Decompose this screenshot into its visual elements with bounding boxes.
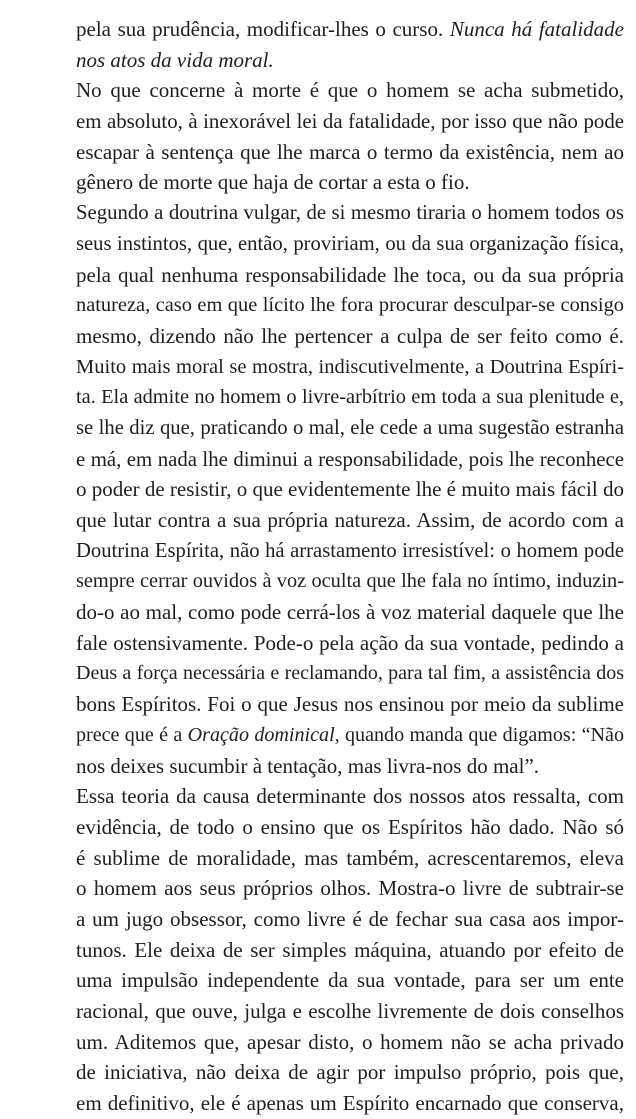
text-segment: um. Aditemos que, apesar disto, o homem não se acha privado [76, 1029, 624, 1054]
text-segment: , quando manda que digamos: “Não [334, 723, 624, 746]
text-line [76, 290, 624, 321]
text-segment: natureza, caso em que lícito lhe fora procurar desculpar-se consigo [76, 294, 624, 317]
text-segment: o homem aos seus próprios olhos. Mostra-o livre de subtrair-se [76, 876, 624, 901]
text-line [76, 198, 624, 229]
text-segment: em absoluto, à inexorável lei da fatalidade, por isso que não pode [76, 109, 624, 134]
text-segment: mesmo, dizendo não lhe pertencer a culpa de ser feito como é. [76, 323, 624, 348]
text-segment: No que concerne à morte é que o homem se acha submetido, [76, 78, 624, 103]
text-segment: que lutar contra a sua própria natureza. Assim, de acordo com a [76, 508, 624, 532]
text-line [76, 413, 624, 444]
text-line [76, 75, 624, 106]
italic-text-segment: nos atos da vida moral. [76, 47, 274, 72]
text-line [76, 566, 624, 597]
text-segment: pela sua prudência, modificar-lhes o curso. [76, 17, 450, 41]
text-line [76, 628, 624, 659]
text-segment: racional, que ouve, julga e escolhe livremente de dois conselhos [76, 999, 624, 1023]
text-segment: e má, em nada lhe diminui a responsabilidade, pois lhe reconhece [76, 446, 624, 471]
text-line [76, 382, 624, 413]
text-segment: tunos. Ele deixa de ser simples máquina, atuando por efeito de [76, 937, 624, 962]
document-page [76, 14, 624, 1119]
text-line [76, 658, 624, 689]
italic-text-segment: Oração dominical [187, 723, 335, 746]
text-line [76, 1027, 624, 1058]
text-line [76, 474, 624, 505]
text-line [76, 781, 624, 812]
text-line [76, 597, 624, 628]
text-line [76, 45, 624, 76]
text-segment: sempre cerrar ouvidos à voz oculta que lhe fala no íntimo, induzin- [76, 570, 624, 593]
text-segment: se lhe diz que, praticando o mal, ele cede a uma sugestão estranha [76, 416, 624, 439]
text-segment: o poder de resistir, o que evidentemente lhe é muito mais fácil do [76, 477, 624, 502]
text-line [76, 904, 624, 935]
text-segment: do-o ao mal, como pode cerrá-los à voz material daquele que lhe [76, 600, 624, 625]
text-segment: Deus a força necessária e reclamando, para tal fim, a assistência dos [76, 662, 624, 685]
text-segment: em definitivo, ele é apenas um Espírito encarnado que conserva, [76, 1091, 624, 1116]
text-segment: Muito mais moral se mostra, indiscutivelmente, a Doutrina Espíri- [76, 355, 624, 378]
text-line [76, 720, 624, 751]
italic-text-segment: Nunca há fatalidade [449, 17, 624, 41]
text-line [76, 106, 624, 137]
text-segment: de iniciativa, não deixa de agir por impulso próprio, pois que, [76, 1060, 624, 1085]
text-segment: a um jugo obsessor, como livre é de fechar sua casa aos impor- [76, 906, 624, 931]
text-line [76, 444, 624, 475]
text-line [76, 1057, 624, 1088]
text-segment: escapar à sentença que lhe marca o termo da existência, nem ao [76, 139, 624, 164]
text-segment: pela qual nenhuma responsabilidade lhe toca, ou da sua própria [76, 262, 624, 287]
text-segment: gênero de morte que haja de cortar a esta o fio. [76, 170, 470, 195]
text-line [76, 965, 624, 996]
text-segment: fale ostensivamente. Pode-o pela ação da sua vontade, pedindo a [76, 630, 624, 655]
text-line [76, 229, 624, 260]
text-segment: ta. Ela admite no homem o livre-arbítrio em toda a sua plenitude e, [76, 386, 624, 409]
text-line [76, 260, 624, 291]
text-line [76, 1088, 624, 1119]
text-segment: Segundo a doutrina vulgar, de si mesmo tiraria o homem todos os [76, 201, 624, 225]
text-segment: nos deixes sucumbir à tentação, mas livra-nos do mal”. [76, 753, 540, 778]
text-segment: evidência, de todo o ensino que os Espíritos hão dado. Não só [76, 814, 624, 839]
text-line [76, 935, 624, 966]
text-segment: é sublime de moralidade, mas também, acrescentaremos, eleva [76, 845, 624, 870]
text-line [76, 137, 624, 168]
text-line [76, 536, 624, 567]
text-line [76, 812, 624, 843]
text-line [76, 352, 624, 383]
text-segment: Doutrina Espírita, não há arrastamento irresistível: o homem pode [76, 539, 624, 562]
text-line [76, 751, 624, 782]
text-line [76, 843, 624, 874]
text-segment: uma impulsão independente da sua vontade, para ser um ente [76, 968, 624, 993]
text-line [76, 321, 624, 352]
text-segment: prece que é a [76, 723, 188, 746]
text-segment: bons Espíritos. Foi o que Jesus nos ensinou por meio da sublime [76, 692, 624, 717]
text-segment: seus instintos, que, então, proviriam, ou da sua organização física, [76, 232, 624, 255]
text-line [76, 689, 624, 720]
text-line [76, 14, 624, 45]
text-segment: Essa teoria da causa determinante dos nossos atos ressalta, com [76, 784, 624, 809]
text-line [76, 873, 624, 904]
text-line [76, 167, 624, 198]
text-line [76, 996, 624, 1027]
text-line [76, 505, 624, 536]
